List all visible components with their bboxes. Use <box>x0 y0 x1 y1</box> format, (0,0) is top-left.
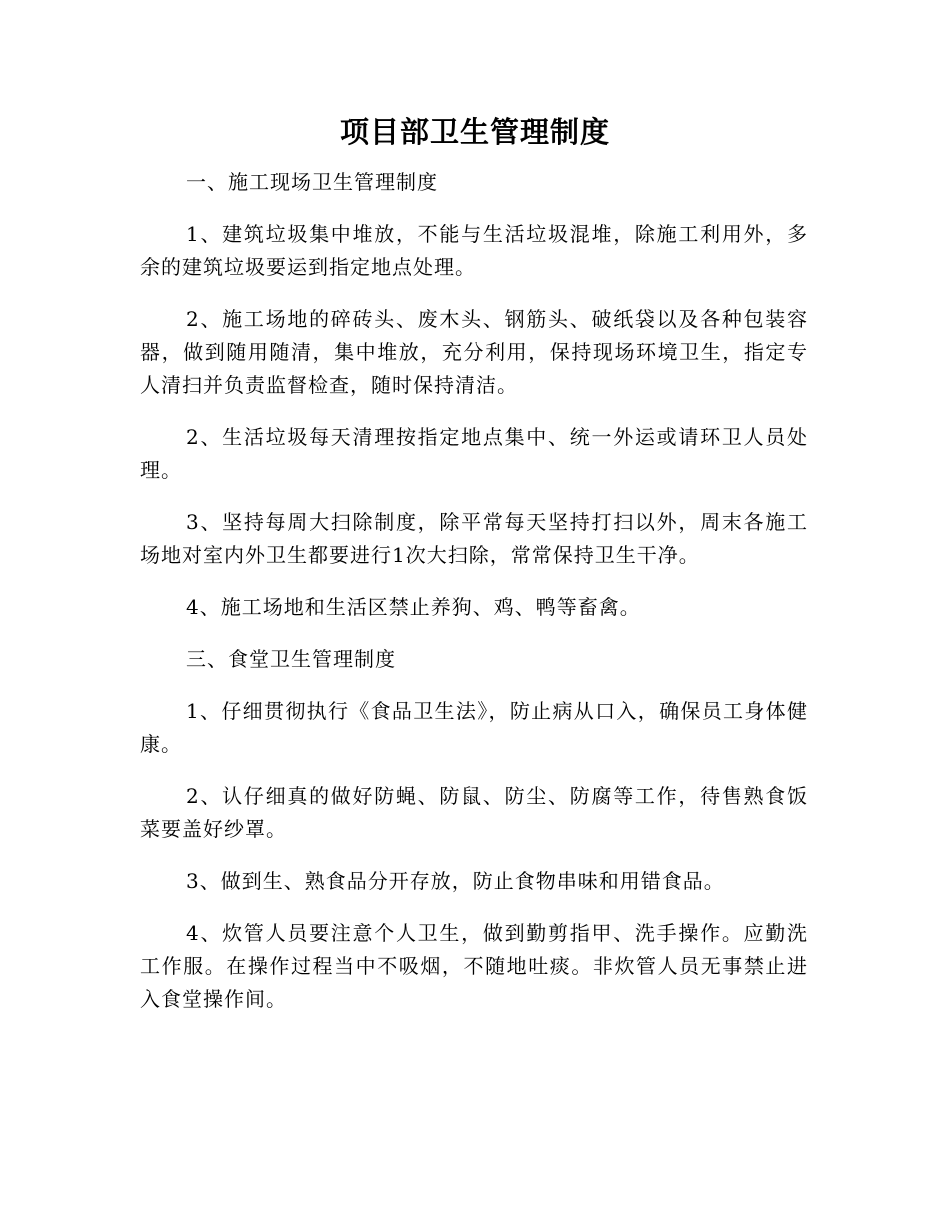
section-site-hygiene <box>140 166 808 624</box>
paragraph: 4、炊管人员要注意个人卫生，做到勤剪指甲、洗手操作。应勤洗工作服。在操作过程当中不吸烟，不随地吐痰。非炊管人员无事禁止进入食堂操作间。 <box>140 921 808 1011</box>
document-title: 项目部卫生管理制度 <box>339 115 610 149</box>
document-body <box>140 166 808 1016</box>
paragraph: 3、做到生、熟食品分开存放，防止食物串味和用错食品。 <box>186 869 725 893</box>
paragraph: 3、坚持每周大扫除制度，除平常每天坚持打扫以外，周末各施工场地对室内外卫生都要进行1次大扫除，常常保持卫生干净。 <box>140 510 808 567</box>
section-heading: 三、食堂卫生管理制度 <box>186 647 396 671</box>
paragraph: 2、认仔细真的做好防蝇、防鼠、防尘、防腐等工作，待售熟食饭菜要盖好纱罩。 <box>140 784 808 841</box>
section-heading: 一、施工现场卫生管理制度 <box>186 170 438 194</box>
paragraph: 2、施工场地的碎砖头、废木头、钢筋头、破纸袋以及各种包装容器，做到随用随清，集中堆放，充分利用，保持现场环境卫生，指定专人清扫并负责监督检查，随时保持清洁。 <box>140 307 808 397</box>
paragraph: 4、施工场地和生活区禁止养狗、鸡、鸭等畜禽。 <box>186 595 641 619</box>
paragraph: 2、生活垃圾每天清理按指定地点集中、统一外运或请环卫人员处理。 <box>140 425 808 482</box>
paragraph: 1、建筑垃圾集中堆放，不能与生活垃圾混堆，除施工利用外，多余的建筑垃圾要运到指定地点处理。 <box>140 222 808 279</box>
paragraph: 1、仔细贯彻执行《食品卫生法》，防止病从口入，确保员工身体健康。 <box>140 699 808 756</box>
section-canteen-hygiene <box>140 643 808 1016</box>
